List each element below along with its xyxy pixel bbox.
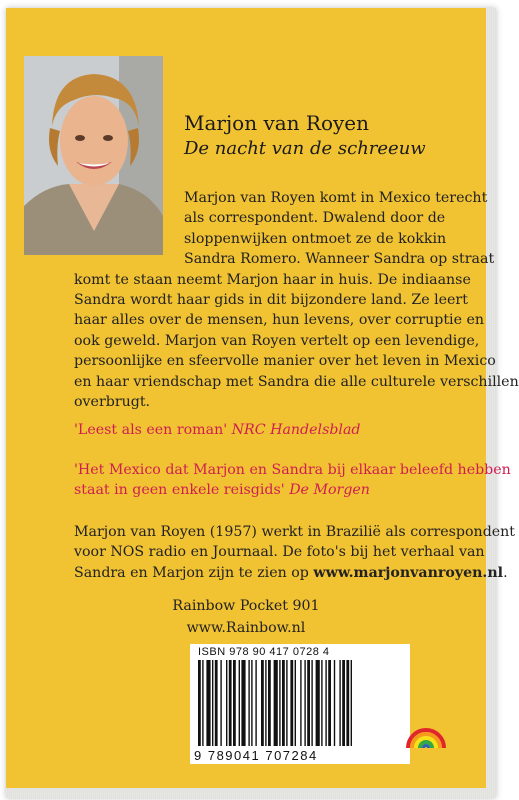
barcode-bar xyxy=(248,660,249,746)
blurb-line: ook geweld. Marjon van Royen vertelt op een levendige, xyxy=(74,332,480,349)
barcode-bar xyxy=(206,660,210,746)
barcode-bar xyxy=(274,660,278,746)
blurb-line: persoonlijke en sfeervolle manier over het leven in Mexico xyxy=(74,353,496,370)
barcode-bar xyxy=(282,660,285,746)
series-label: Rainbow Pocket 901 xyxy=(172,598,320,614)
author-website-link[interactable]: www.marjonvanroyen.nl xyxy=(313,564,504,581)
blurb-line: Sandra wordt haar gids in dit bijzondere land. Ze leert xyxy=(74,292,468,309)
blurb-line: komt te staan neemt Marjon haar in huis. De indiaanse xyxy=(74,271,471,288)
author-bio xyxy=(74,522,515,583)
barcode-digits: 9 789041 707284 xyxy=(194,748,318,763)
barcode-bar xyxy=(268,660,271,746)
blurb xyxy=(6,188,519,412)
barcode-bar xyxy=(300,660,301,746)
barcode xyxy=(190,644,410,764)
barcode-bar xyxy=(339,660,340,746)
barcode-bar xyxy=(295,660,296,746)
author-name: Marjon van Royen xyxy=(184,111,370,135)
barcode-bar xyxy=(304,660,305,746)
barcode-bar xyxy=(226,660,227,746)
isbn-label: ISBN 978 90 417 0728 4 xyxy=(198,646,330,658)
barcode-bar xyxy=(202,660,203,746)
bio-line: Marjon van Royen (1957) werkt in Brazilië als correspondent xyxy=(74,524,516,540)
barcode-bar xyxy=(334,660,335,746)
blurb-line: sloppenwijken ontmoet ze de kokkin xyxy=(184,230,447,247)
book-page-edges xyxy=(6,8,519,798)
blurb-line: en haar vriendschap met Sandra die alle culturele verschillen xyxy=(74,373,519,390)
book-title: De nacht van de schreeuw xyxy=(184,138,426,159)
barcode-bar xyxy=(198,660,201,746)
barcode-bar xyxy=(261,660,264,746)
barcode-bar xyxy=(215,660,218,746)
quote-text: 'Het Mexico dat Marjon en Sandra bij elkaar beleefd hebben xyxy=(74,462,511,478)
barcode-bar xyxy=(311,660,312,746)
quote-source: NRC Handelsblad xyxy=(231,422,361,438)
bio-text: . xyxy=(503,564,508,581)
rainbow-logo-icon xyxy=(404,708,448,752)
barcode-bar xyxy=(265,660,266,746)
barcode-bar xyxy=(241,660,245,746)
barcode-bar xyxy=(251,660,252,746)
blurb-line: Sandra Romero. Wanneer Sandra op straat xyxy=(184,251,495,268)
barcode-bar xyxy=(229,660,232,746)
barcode-bar xyxy=(342,660,345,746)
barcode-bar xyxy=(325,660,326,746)
barcode-bar xyxy=(233,660,236,746)
back-cover xyxy=(6,8,519,788)
quote-text: staat in geen enkele reisgids' xyxy=(74,482,285,499)
barcode-bar xyxy=(279,660,280,746)
blurb-line: Marjon van Royen komt in Mexico terecht xyxy=(184,190,488,206)
quote-text: 'Leest als een roman' xyxy=(74,422,228,438)
barcode-bars xyxy=(198,660,402,748)
barcode-bar xyxy=(321,660,322,746)
blurb-line: als correspondent. Dwalend door de xyxy=(184,210,446,227)
barcode-bar xyxy=(220,660,221,746)
quote-nrc xyxy=(74,420,361,440)
publisher-website[interactable]: www.Rainbow.nl xyxy=(186,620,306,636)
blurb-line: overbrugt. xyxy=(74,394,151,411)
bio-line: voor NOS radio en Journaal. De foto's bij het verhaal van xyxy=(74,544,485,561)
quote-source: De Morgen xyxy=(289,482,370,499)
barcode-bar xyxy=(307,660,310,746)
barcode-bar xyxy=(255,660,256,746)
barcode-bar xyxy=(286,660,287,746)
barcode-bar xyxy=(346,660,349,746)
barcode-bar xyxy=(239,660,240,746)
bio-line xyxy=(74,563,515,583)
quote-de-morgen xyxy=(74,460,511,501)
blurb-line: haar alles over de mensen, hun levens, over corruptie en xyxy=(74,312,485,329)
barcode-bar xyxy=(316,660,320,746)
barcode-bar xyxy=(290,660,293,746)
bio-text: Sandra en Marjon zijn te zien op xyxy=(74,564,314,581)
barcode-bar xyxy=(328,660,331,746)
barcode-bar xyxy=(351,660,352,746)
barcode-bar xyxy=(212,660,213,746)
